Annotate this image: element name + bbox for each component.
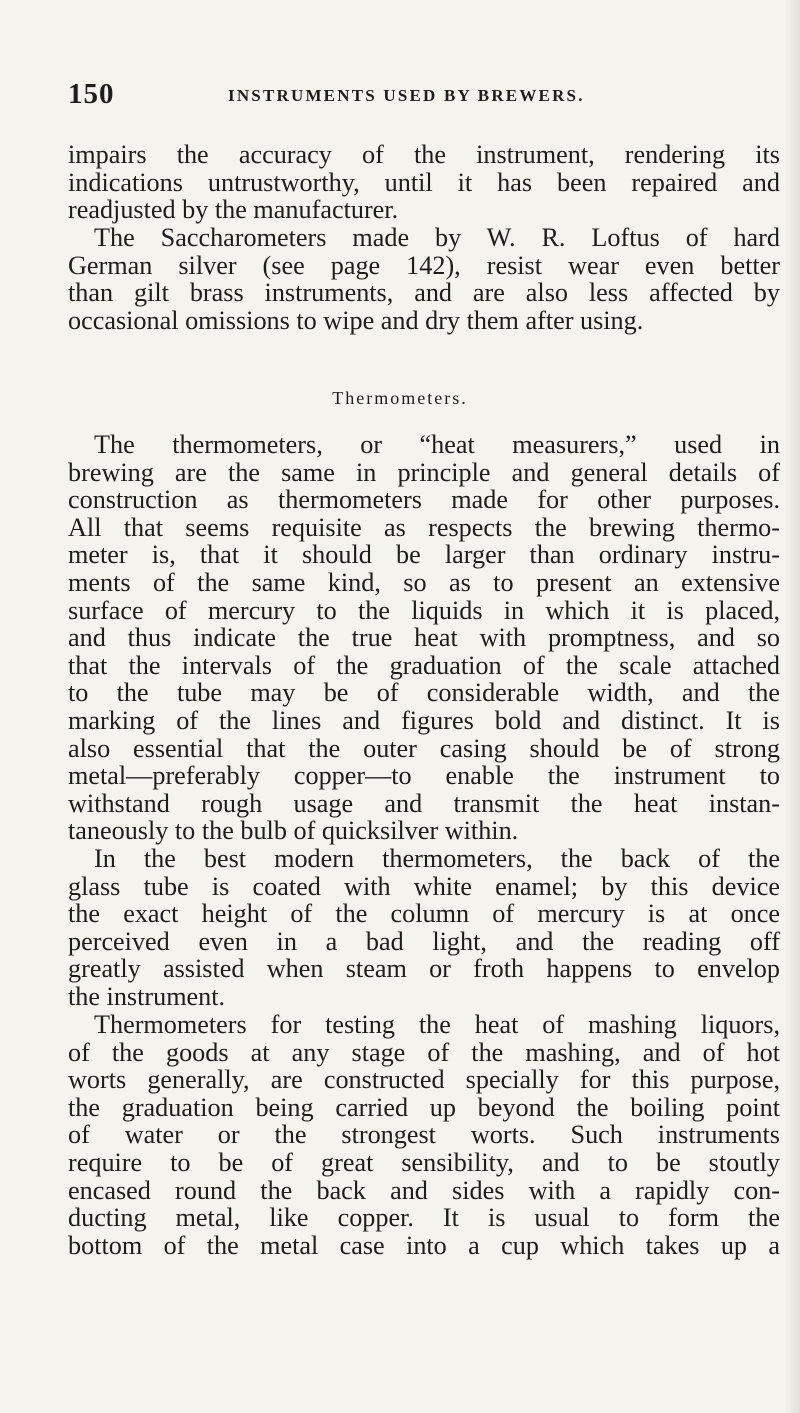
text-line: perceived even in a bad light, and the reading off bbox=[68, 926, 780, 956]
text-line: greatly assisted when steam or froth happens to envelop bbox=[68, 954, 780, 984]
text-line: indications untrustworthy, until it has been repaired and bbox=[68, 167, 780, 197]
text-line: The thermometers, or “heat measurers,” used in bbox=[94, 430, 780, 459]
text-line: The Saccharometers made by W. R. Loftus of hard bbox=[94, 223, 780, 252]
page-edge-shadow bbox=[784, 0, 800, 1413]
text-line: German silver (see page 142), resist wear even better bbox=[68, 250, 780, 280]
text-line: brewing are the same in principle and general details of bbox=[68, 457, 780, 487]
text-line: taneously to the bulb of quicksilver within. bbox=[68, 816, 519, 846]
text-line: ments of the same kind, so as to present an extensive bbox=[68, 567, 780, 597]
thermometers-paragraph-2 bbox=[68, 845, 780, 1011]
text-line: In the best modern thermometers, the back of the bbox=[94, 844, 780, 873]
page-number: 150 bbox=[68, 78, 115, 110]
text-line: All that seems requisite as respects the brewing thermo- bbox=[68, 512, 780, 542]
text-line: bottom of the metal case into a cup which takes up a bbox=[68, 1230, 780, 1260]
text-line: ducting metal, like copper. It is usual to form the bbox=[68, 1203, 780, 1233]
thermometers-paragraph-3 bbox=[68, 1011, 780, 1259]
text-line: impairs the accuracy of the instrument, rendering its bbox=[68, 140, 780, 169]
text-line: and thus indicate the true heat with promptness, and so bbox=[68, 623, 780, 653]
text-line: of the goods at any stage of the mashing, and of hot bbox=[68, 1037, 780, 1067]
section-heading: Thermometers. bbox=[332, 388, 468, 408]
text-line: construction as thermometers made for other purposes. bbox=[68, 485, 780, 515]
text-line: the graduation being carried up beyond the boiling point bbox=[68, 1092, 780, 1122]
text-line: marking of the lines and figures bold and distinct. It is bbox=[68, 705, 780, 735]
text-line: worts generally, are constructed specially for this purpose, bbox=[68, 1065, 780, 1095]
text-line: surface of mercury to the liquids in which it is placed, bbox=[68, 595, 780, 625]
running-title: INSTRUMENTS USED BY BREWERS. bbox=[228, 86, 585, 105]
text-line: to the tube may be of considerable width, and the bbox=[68, 678, 780, 708]
text-line: meter is, that it should be larger than ordinary instru- bbox=[68, 540, 780, 570]
page-header bbox=[68, 78, 768, 118]
text-line: that the intervals of the graduation of the scale attached bbox=[68, 650, 780, 680]
text-line: also essential that the outer casing should be of strong bbox=[68, 733, 780, 763]
text-line: readjusted by the manufacturer. bbox=[68, 195, 399, 225]
text-line: than gilt brass instruments, and are also less affected by bbox=[68, 278, 780, 308]
text-line: the exact height of the column of mercury is at once bbox=[68, 899, 780, 929]
thermometers-paragraph-1 bbox=[68, 431, 780, 845]
saccharometer-paragraph bbox=[68, 224, 780, 334]
text-line: occasional omissions to wipe and dry them after using. bbox=[68, 305, 644, 335]
text-line: Thermometers for testing the heat of mashing liquors, bbox=[94, 1010, 780, 1039]
text-line: encased round the back and sides with a rapidly con- bbox=[68, 1175, 780, 1205]
text-line: of water or the strongest worts. Such instruments bbox=[68, 1120, 780, 1150]
text-line: the instrument. bbox=[68, 981, 226, 1011]
intro-paragraph bbox=[68, 141, 780, 224]
text-line: metal—preferably copper—to enable the instrument to bbox=[68, 761, 780, 791]
text-line: require to be of great sensibility, and to be stoutly bbox=[68, 1147, 780, 1177]
text-line: glass tube is coated with white enamel; by this device bbox=[68, 871, 780, 901]
text-line: withstand rough usage and transmit the heat instan- bbox=[68, 788, 780, 818]
